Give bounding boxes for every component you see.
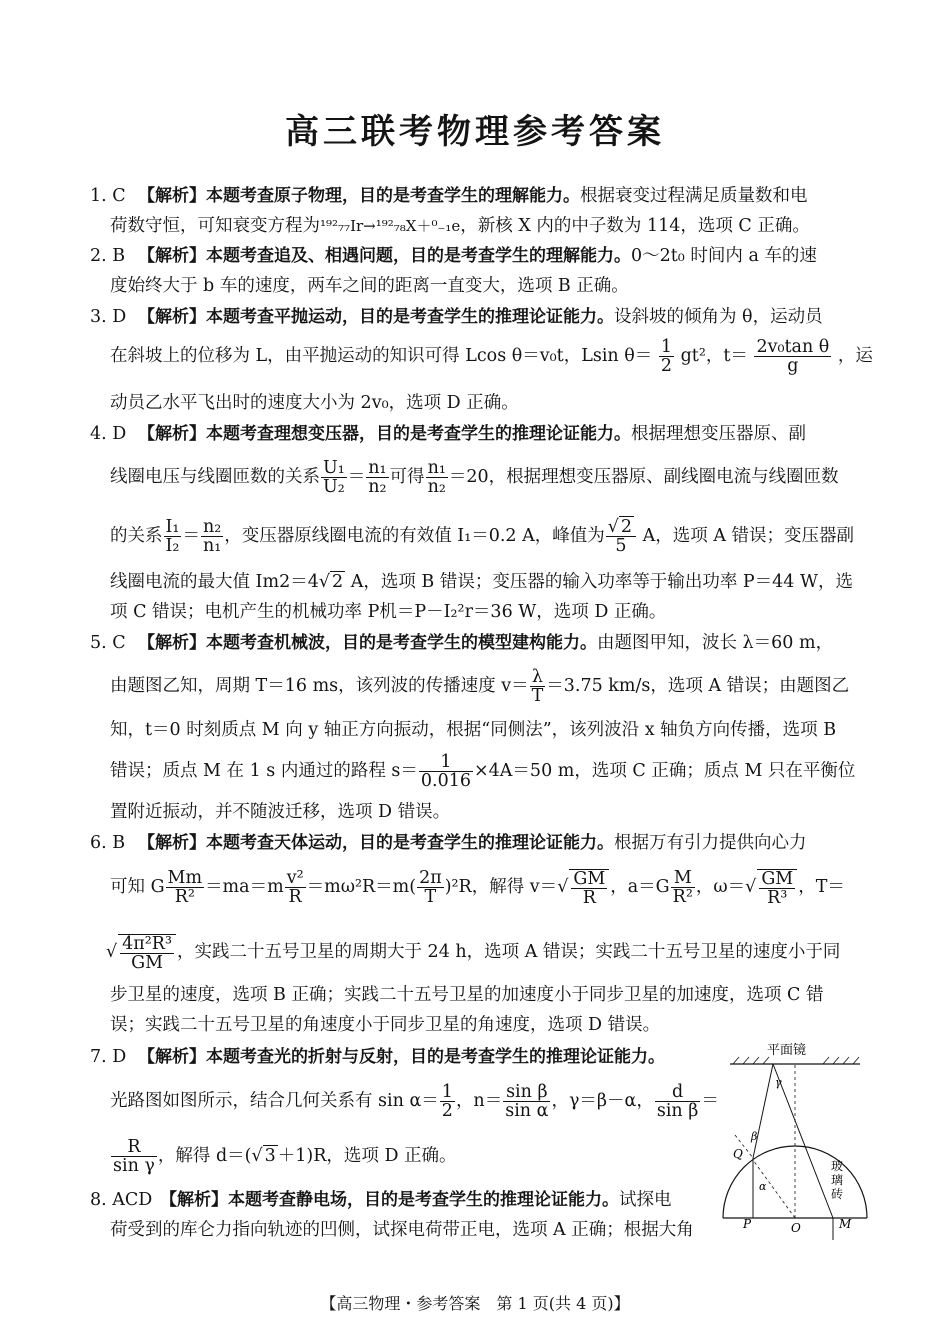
text-line: ＝ [701, 1091, 719, 1111]
fraction: $\frac{\text{n₂}}{\text{n₁}}$ [202, 517, 222, 556]
fraction: $\frac{\text{n₁}}{\text{n₂}}$ [368, 458, 387, 497]
fraction: $\frac{Mm}{\text{R²}}$ [167, 868, 203, 907]
text-line: 动员乙水平飞出时的速度大小为 2v₀，选项 D 正确。 [110, 393, 519, 413]
text-line: 项 C 错误；电机产生的机械功率 P机＝P－I₂²r＝36 W，选项 D 正确。 [110, 602, 667, 622]
text-line: 知，t＝0 时刻质点 M 向 y 轴正方向振动，根据“同侧法”，该列波沿 x 轴负方向传播，选项 B [110, 720, 837, 740]
answer-number: 5. C [90, 633, 126, 653]
page-title: 高三联考物理参考答案 [285, 112, 665, 152]
analysis-tag: 【解析】本题考查追及、相遇问题，目的是考查学生的理解能力。 [138, 246, 631, 266]
text-line: 错误；质点 M 在 1 s 内通过的路程 s＝ [110, 761, 418, 781]
point-m: M [839, 1217, 852, 1231]
text-line: ＝ma＝m [205, 877, 284, 897]
text-line: gt²，t＝ [680, 346, 748, 366]
text-line: 荷受到的库仑力指向轨迹的凹侧，试探电荷带正电，选项 A 正确；根据大角 [110, 1220, 694, 1240]
text-line: ＋1)R，选项 D 正确。 [277, 1146, 457, 1166]
fraction: $\frac{√ 2}{5}$ [606, 518, 636, 555]
fraction: $\frac{GM}{\text{R³}}$ [757, 869, 797, 907]
fraction: $\frac{\text{U₁}}{\text{U₂}}$ [323, 458, 345, 497]
analysis-tag: 【解析】本题考查机械波，目的是考查学生的模型建构能力。 [138, 633, 597, 653]
text-line: ，n＝ [455, 1091, 503, 1111]
text-line: ，ω＝ [695, 877, 746, 897]
text-line: 光路图如图所示，结合几何关系有 sin α＝ [110, 1091, 439, 1111]
decay-equation: ¹⁹²₇₇Ir→¹⁹²₇₈X＋⁰₋₁e [320, 217, 461, 235]
text-line: 线圈电压与线圈匝数的关系 [110, 467, 320, 487]
fraction: $\frac{\text{I₁}}{\text{I₂}}$ [165, 517, 180, 556]
answer-number: 2. B [90, 246, 126, 266]
mirror-label: 平面镜 [767, 1043, 807, 1058]
angle-beta: β [751, 1130, 758, 1143]
text-line: 设斜坡的倾角为 θ，运动员 [614, 307, 823, 327]
text-line: 置附近振动，并不随波迁移，选项 D 错误。 [110, 802, 451, 822]
fraction: $\frac{1}{2}$ [660, 337, 673, 376]
fraction: $\frac{d}{\text{sin β}}$ [656, 1082, 699, 1121]
fraction: $\frac{R}{\text{sin γ}}$ [113, 1137, 155, 1176]
text-line: ＝mω²R＝m( [306, 877, 417, 897]
analysis-tag: 【解析】本题考查平抛运动，目的是考查学生的推理论证能力。 [138, 307, 614, 327]
text-line: ，实践二十五号卫星的周期大于 24 h，选项 A 错误；实践二十五号卫星的速度小于同 [177, 942, 841, 962]
fraction: $\frac{M}{\text{R²}}$ [672, 868, 693, 907]
analysis-tag: 【解析】本题考查天体运动，目的是考查学生的推理论证能力。 [138, 833, 614, 853]
fraction: $\frac{\text{sin β}}{\text{sin α}}$ [505, 1082, 549, 1121]
ray-reflected [773, 1064, 833, 1218]
answer-number: 7. D [90, 1047, 127, 1067]
text-line: 可得 [389, 467, 425, 487]
text-line: 由题图乙知，周期 T＝16 ms，该列波的传播速度 v＝ [110, 676, 529, 696]
mirror-hatch [733, 1057, 859, 1064]
glass-label: 砖 [831, 1187, 844, 1201]
text-line: 根据理想变压器原、副 [631, 424, 806, 444]
fraction: $\frac{1}{0.016}$ [420, 752, 471, 791]
analysis-tag: 【解析】本题考查理想变压器，目的是考查学生的推理论证能力。 [138, 424, 631, 444]
text-line: ，新核 X 内的中子数为 114，选项 C 正确。 [460, 216, 810, 236]
text-line: 根据万有引力提供向心力 [614, 833, 807, 853]
text-line: ＝3.75 km/s，选项 A 错误；由题图乙 [546, 676, 850, 696]
fraction: $\frac{\text{n₁}}{\text{n₂}}$ [427, 458, 446, 497]
answer-number: 3. D [90, 307, 127, 327]
text-line: A，选项 A 错误；变压器副 [637, 526, 855, 546]
answer-number: 8. ACD [90, 1190, 153, 1210]
analysis-tag: 【解析】本题考查原子物理，目的是考查学生的理解能力。 [138, 186, 580, 206]
fraction: $\frac{\lambda}{T}$ [531, 667, 544, 706]
ray-refracted [753, 1064, 773, 1158]
text-line: 在斜坡上的位移为 L，由平抛运动的知识可得 Lcos θ＝v₀t，Lsin θ＝ [110, 346, 653, 366]
text-line: 的关系 [110, 526, 163, 546]
text-line: 由题图甲知，波长 λ＝60 m， [597, 633, 834, 653]
light-path-figure [715, 1040, 875, 1240]
fraction: $\frac{1}{2}$ [441, 1082, 453, 1121]
angle-gamma: γ [775, 1076, 782, 1089]
fraction: $\frac{\text{4π²R³}}{GM}$ [118, 934, 176, 972]
text-line: ，运 [837, 346, 873, 366]
fraction: $\frac{2\pi}{T}$ [419, 868, 442, 907]
fraction: $\frac{GM}{R}$ [569, 869, 609, 907]
text-line: ，a＝G [610, 877, 670, 897]
text-line: 度始终大于 b 车的速度，两车之间的距离一直变大，选项 B 正确。 [110, 276, 629, 296]
answer-number: 4. D [90, 424, 127, 444]
answer-number: 6. B [90, 833, 126, 853]
text-line: ，γ＝β－α， [551, 1091, 654, 1111]
point-q: Q [733, 1147, 743, 1161]
text-line: ，解得 d＝( [157, 1146, 252, 1166]
fraction: $\frac{\text{2v₀tan θ}}{g}$ [756, 337, 830, 376]
text-line: 可知 G [110, 877, 165, 897]
glass-label: 玻 [831, 1159, 844, 1173]
text-line: A，选项 B 错误；变压器的输入功率等于输出功率 P＝44 W，选 [345, 572, 853, 592]
text-line: 误；实践二十五号卫星的角速度小于同步卫星的角速度，选项 D 错误。 [110, 1015, 661, 1035]
point-p: P [743, 1217, 752, 1231]
text-line: ×4A＝50 m，选项 C 正确；质点 M 只在平衡位 [474, 761, 856, 781]
text-line: 荷数守恒，可知衰变方程为 [110, 216, 320, 236]
text-line: 线圈电流的最大值 Im2＝4 [110, 572, 319, 592]
text-line: ＝20，根据理想变压器原、副线圈电流与线圈匝数 [448, 467, 839, 487]
text-line: 步卫星的速度，选项 B 正确；实践二十五号卫星的加速度小于同步卫星的加速度，选项 C 错 [110, 985, 824, 1005]
point-o: O [791, 1221, 801, 1235]
answer-number: 1. C [90, 186, 126, 206]
text-line: 0～2t₀ 时间内 a 车的速 [631, 246, 817, 266]
text-line: ，T＝ [798, 877, 845, 897]
analysis-tag: 【解析】本题考查光的折射与反射，目的是考查学生的推理论证能力。 [138, 1047, 665, 1067]
page-footer: 【高三物理・参考答案 第 1 页(共 4 页)】 [320, 1294, 630, 1313]
angle-alpha: α [759, 1180, 767, 1193]
text-line: 根据衰变过程满足质量数和电 [580, 186, 808, 206]
glass-label: 璃 [831, 1173, 844, 1187]
analysis-tag: 【解析】本题考查静电场，目的是考查学生的推理论证能力。 [160, 1190, 619, 1210]
text-line: )²R，解得 v＝ [444, 877, 558, 897]
text-line: 试探电 [619, 1190, 672, 1210]
text-line: ，变压器原线圈电流的有效值 I₁＝0.2 A，峰值为 [224, 526, 605, 546]
fraction: $\frac{\text{v²}}{R}$ [286, 868, 304, 907]
